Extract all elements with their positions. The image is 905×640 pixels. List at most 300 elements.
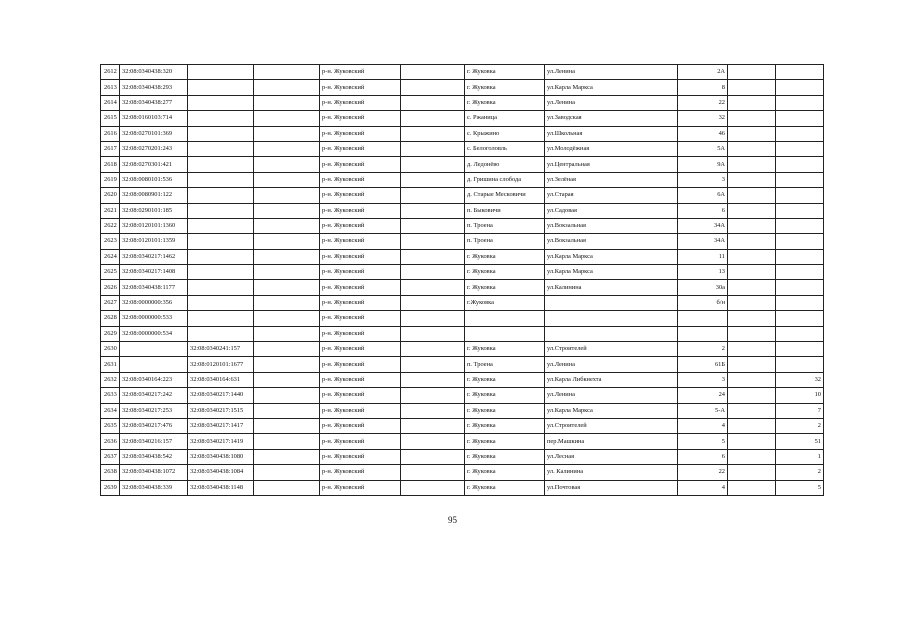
linked-cadastral-cell	[188, 203, 254, 218]
district-cell: р-н. Жуковский	[320, 357, 401, 372]
record-number-cell: 2628	[101, 311, 120, 326]
empty-cell	[254, 295, 320, 310]
table-row	[101, 188, 824, 203]
cadastral-number-cell: 32:08:0000000:533	[120, 311, 188, 326]
street-cell: ул.Ленина	[545, 357, 678, 372]
unit-number-cell: 51	[776, 434, 824, 449]
house-number-cell: 32	[678, 111, 728, 126]
empty-cell	[401, 126, 465, 141]
unit-number-cell	[776, 65, 824, 80]
district-cell: р-н. Жуковский	[320, 65, 401, 80]
linked-cadastral-cell	[188, 157, 254, 172]
record-number-cell: 2629	[101, 326, 120, 341]
empty-cell	[728, 388, 776, 403]
table-row	[101, 326, 824, 341]
street-cell: ул.Зелёная	[545, 172, 678, 187]
empty-cell	[728, 126, 776, 141]
cadastral-number-cell	[120, 357, 188, 372]
empty-cell	[401, 249, 465, 264]
unit-number-cell	[776, 234, 824, 249]
record-number-cell: 2623	[101, 234, 120, 249]
table-row	[101, 265, 824, 280]
locality-cell: с. Белоголовль	[465, 141, 545, 156]
table-row	[101, 111, 824, 126]
empty-cell	[728, 65, 776, 80]
empty-cell	[254, 449, 320, 464]
cadastral-number-cell: 32:08:0340438:277	[120, 95, 188, 110]
cadastral-number-cell: 32:08:0000000:356	[120, 295, 188, 310]
record-number-cell: 2632	[101, 372, 120, 387]
street-cell: пер.Машкина	[545, 434, 678, 449]
house-number-cell: 24	[678, 388, 728, 403]
unit-number-cell: 32	[776, 372, 824, 387]
table-row	[101, 434, 824, 449]
table-row	[101, 372, 824, 387]
record-number-cell: 2636	[101, 434, 120, 449]
table-row	[101, 311, 824, 326]
linked-cadastral-cell: 32:08:0340438:1148	[188, 480, 254, 495]
district-cell: р-н. Жуковский	[320, 265, 401, 280]
table-row	[101, 157, 824, 172]
locality-cell: г.Жуковка	[465, 295, 545, 310]
district-cell: р-н. Жуковский	[320, 326, 401, 341]
empty-cell	[254, 342, 320, 357]
street-cell: ул.Ленина	[545, 388, 678, 403]
record-number-cell: 2612	[101, 65, 120, 80]
street-cell	[545, 326, 678, 341]
record-number-cell: 2617	[101, 141, 120, 156]
empty-cell	[728, 465, 776, 480]
empty-cell	[254, 218, 320, 233]
street-cell: ул.Калинина	[545, 280, 678, 295]
linked-cadastral-cell	[188, 80, 254, 95]
locality-cell: г. Жуковка	[465, 280, 545, 295]
district-cell: р-н. Жуковский	[320, 295, 401, 310]
linked-cadastral-cell	[188, 234, 254, 249]
district-cell: р-н. Жуковский	[320, 157, 401, 172]
house-number-cell: 8	[678, 80, 728, 95]
street-cell: ул.Карла Маркса	[545, 265, 678, 280]
unit-number-cell	[776, 357, 824, 372]
empty-cell	[728, 265, 776, 280]
empty-cell	[254, 188, 320, 203]
unit-number-cell	[776, 111, 824, 126]
cadastral-number-cell: 32:08:0120101:1359	[120, 234, 188, 249]
empty-cell	[728, 95, 776, 110]
district-cell: р-н. Жуковский	[320, 480, 401, 495]
empty-cell	[254, 141, 320, 156]
house-number-cell	[678, 326, 728, 341]
unit-number-cell	[776, 265, 824, 280]
empty-cell	[728, 434, 776, 449]
district-cell: р-н. Жуковский	[320, 188, 401, 203]
empty-cell	[254, 157, 320, 172]
district-cell: р-н. Жуковский	[320, 388, 401, 403]
unit-number-cell	[776, 188, 824, 203]
empty-cell	[401, 326, 465, 341]
empty-cell	[728, 80, 776, 95]
linked-cadastral-cell	[188, 65, 254, 80]
house-number-cell: 6	[678, 203, 728, 218]
unit-number-cell	[776, 326, 824, 341]
street-cell: ул.Ленина	[545, 65, 678, 80]
empty-cell	[401, 403, 465, 418]
empty-cell	[254, 234, 320, 249]
district-cell: р-н. Жуковский	[320, 311, 401, 326]
house-number-cell: 61Б	[678, 357, 728, 372]
empty-cell	[728, 342, 776, 357]
empty-cell	[254, 95, 320, 110]
empty-cell	[254, 80, 320, 95]
unit-number-cell	[776, 249, 824, 264]
cadastral-number-cell: 32:08:0340438:293	[120, 80, 188, 95]
linked-cadastral-cell: 32:08:0340164:631	[188, 372, 254, 387]
street-cell: ул.Школьная	[545, 126, 678, 141]
cadastral-number-cell: 32:08:0340438:542	[120, 449, 188, 464]
empty-cell	[401, 311, 465, 326]
locality-cell: г. Жуковка	[465, 80, 545, 95]
house-number-cell: 22	[678, 465, 728, 480]
street-cell: ул.Вокзальная	[545, 234, 678, 249]
empty-cell	[254, 172, 320, 187]
empty-cell	[401, 342, 465, 357]
cadastral-number-cell	[120, 342, 188, 357]
empty-cell	[728, 218, 776, 233]
table-row	[101, 126, 824, 141]
empty-cell	[401, 372, 465, 387]
district-cell: р-н. Жуковский	[320, 218, 401, 233]
locality-cell: п. Троена	[465, 357, 545, 372]
district-cell: р-н. Жуковский	[320, 403, 401, 418]
empty-cell	[728, 234, 776, 249]
unit-number-cell: 7	[776, 403, 824, 418]
district-cell: р-н. Жуковский	[320, 249, 401, 264]
table-row	[101, 65, 824, 80]
unit-number-cell	[776, 95, 824, 110]
empty-cell	[254, 388, 320, 403]
district-cell: р-н. Жуковский	[320, 280, 401, 295]
table-row	[101, 172, 824, 187]
linked-cadastral-cell: 32:08:0340241:157	[188, 342, 254, 357]
cadastral-number-cell: 32:08:0160103:714	[120, 111, 188, 126]
street-cell: ул.Молодёжная	[545, 141, 678, 156]
empty-cell	[254, 372, 320, 387]
district-cell: р-н. Жуковский	[320, 434, 401, 449]
empty-cell	[401, 388, 465, 403]
empty-cell	[401, 234, 465, 249]
district-cell: р-н. Жуковский	[320, 172, 401, 187]
street-cell: ул.Ленина	[545, 95, 678, 110]
district-cell: р-н. Жуковский	[320, 449, 401, 464]
locality-cell: д. Гришина слобода	[465, 172, 545, 187]
record-number-cell: 2631	[101, 357, 120, 372]
cadastral-number-cell: 32:08:0340438:1177	[120, 280, 188, 295]
register-table	[100, 64, 824, 496]
empty-cell	[254, 465, 320, 480]
locality-cell	[465, 311, 545, 326]
street-cell: ул.Строителей	[545, 342, 678, 357]
empty-cell	[401, 141, 465, 156]
table-row	[101, 80, 824, 95]
street-cell: ул. Калинина	[545, 465, 678, 480]
table-row	[101, 449, 824, 464]
cadastral-number-cell: 32:08:0340438:1072	[120, 465, 188, 480]
cadastral-number-cell: 32:08:0340217:476	[120, 418, 188, 433]
house-number-cell: 34А	[678, 218, 728, 233]
street-cell: ул.Лесная	[545, 449, 678, 464]
empty-cell	[728, 295, 776, 310]
linked-cadastral-cell	[188, 265, 254, 280]
district-cell: р-н. Жуковский	[320, 465, 401, 480]
street-cell: ул.Карла Маркса	[545, 249, 678, 264]
empty-cell	[254, 249, 320, 264]
linked-cadastral-cell	[188, 188, 254, 203]
locality-cell: г. Жуковка	[465, 372, 545, 387]
unit-number-cell: 1	[776, 449, 824, 464]
record-number-cell: 2613	[101, 80, 120, 95]
empty-cell	[401, 95, 465, 110]
linked-cadastral-cell	[188, 126, 254, 141]
unit-number-cell: 2	[776, 465, 824, 480]
table-row	[101, 418, 824, 433]
locality-cell: д. Старые Месковичи	[465, 188, 545, 203]
unit-number-cell	[776, 342, 824, 357]
record-number-cell: 2638	[101, 465, 120, 480]
empty-cell	[401, 203, 465, 218]
empty-cell	[728, 311, 776, 326]
house-number-cell: 13	[678, 265, 728, 280]
house-number-cell: 5-А	[678, 403, 728, 418]
street-cell: ул.Карла Либкнехта	[545, 372, 678, 387]
record-number-cell: 2621	[101, 203, 120, 218]
empty-cell	[254, 265, 320, 280]
cadastral-number-cell: 32:08:0340217:242	[120, 388, 188, 403]
cadastral-number-cell: 32:08:0270101:369	[120, 126, 188, 141]
unit-number-cell: 2	[776, 418, 824, 433]
house-number-cell: 11	[678, 249, 728, 264]
table-row	[101, 95, 824, 110]
unit-number-cell	[776, 141, 824, 156]
locality-cell: г. Жуковка	[465, 65, 545, 80]
empty-cell	[728, 480, 776, 495]
empty-cell	[254, 65, 320, 80]
house-number-cell: 6	[678, 449, 728, 464]
record-number-cell: 2624	[101, 249, 120, 264]
table-row	[101, 203, 824, 218]
locality-cell: г. Жуковка	[465, 265, 545, 280]
unit-number-cell	[776, 157, 824, 172]
empty-cell	[401, 449, 465, 464]
district-cell: р-н. Жуковский	[320, 95, 401, 110]
house-number-cell	[678, 311, 728, 326]
unit-number-cell: 5	[776, 480, 824, 495]
record-number-cell: 2626	[101, 280, 120, 295]
table-row	[101, 218, 824, 233]
empty-cell	[401, 280, 465, 295]
linked-cadastral-cell	[188, 141, 254, 156]
district-cell: р-н. Жуковский	[320, 203, 401, 218]
street-cell	[545, 295, 678, 310]
house-number-cell: 30а	[678, 280, 728, 295]
empty-cell	[254, 480, 320, 495]
empty-cell	[728, 357, 776, 372]
empty-cell	[401, 218, 465, 233]
house-number-cell: 6А	[678, 188, 728, 203]
empty-cell	[401, 465, 465, 480]
district-cell: р-н. Жуковский	[320, 418, 401, 433]
street-cell: ул.Строителей	[545, 418, 678, 433]
empty-cell	[401, 188, 465, 203]
cadastral-number-cell: 32:08:0270301:421	[120, 157, 188, 172]
cadastral-number-cell: 32:08:0340217:1408	[120, 265, 188, 280]
cadastral-number-cell: 32:08:0270201:243	[120, 141, 188, 156]
empty-cell	[728, 203, 776, 218]
empty-cell	[254, 326, 320, 341]
record-number-cell: 2627	[101, 295, 120, 310]
unit-number-cell	[776, 280, 824, 295]
linked-cadastral-cell: 32:08:0340217:1417	[188, 418, 254, 433]
locality-cell: г. Жуковка	[465, 249, 545, 264]
house-number-cell: 34А	[678, 234, 728, 249]
street-cell	[545, 311, 678, 326]
cadastral-number-cell: 32:08:0340216:157	[120, 434, 188, 449]
locality-cell: г. Жуковка	[465, 388, 545, 403]
linked-cadastral-cell	[188, 280, 254, 295]
locality-cell: г. Жуковка	[465, 465, 545, 480]
empty-cell	[254, 311, 320, 326]
unit-number-cell	[776, 80, 824, 95]
district-cell: р-н. Жуковский	[320, 126, 401, 141]
linked-cadastral-cell: 32:08:0340438:1084	[188, 465, 254, 480]
linked-cadastral-cell	[188, 249, 254, 264]
table-row	[101, 234, 824, 249]
linked-cadastral-cell	[188, 311, 254, 326]
unit-number-cell	[776, 295, 824, 310]
empty-cell	[401, 265, 465, 280]
table-row	[101, 403, 824, 418]
empty-cell	[728, 326, 776, 341]
empty-cell	[401, 157, 465, 172]
cadastral-number-cell: 32:08:0080101:536	[120, 172, 188, 187]
empty-cell	[728, 172, 776, 187]
linked-cadastral-cell	[188, 172, 254, 187]
table-row	[101, 388, 824, 403]
empty-cell	[254, 111, 320, 126]
empty-cell	[254, 434, 320, 449]
record-number-cell: 2635	[101, 418, 120, 433]
house-number-cell: 4	[678, 480, 728, 495]
record-number-cell: 2637	[101, 449, 120, 464]
locality-cell: д. Ледонёво	[465, 157, 545, 172]
empty-cell	[728, 372, 776, 387]
cadastral-number-cell: 32:08:0290101:185	[120, 203, 188, 218]
record-number-cell: 2615	[101, 111, 120, 126]
empty-cell	[728, 280, 776, 295]
district-cell: р-н. Жуковский	[320, 234, 401, 249]
locality-cell: г. Жуковка	[465, 342, 545, 357]
table-body	[101, 65, 824, 496]
unit-number-cell	[776, 126, 824, 141]
street-cell: ул.Старая	[545, 188, 678, 203]
empty-cell	[401, 480, 465, 495]
table-row	[101, 357, 824, 372]
record-number-cell: 2614	[101, 95, 120, 110]
empty-cell	[401, 65, 465, 80]
table-row	[101, 295, 824, 310]
empty-cell	[728, 403, 776, 418]
table-row	[101, 141, 824, 156]
unit-number-cell	[776, 311, 824, 326]
empty-cell	[254, 203, 320, 218]
cadastral-number-cell: 32:08:0000000:534	[120, 326, 188, 341]
street-cell: ул.Карла Маркса	[545, 403, 678, 418]
unit-number-cell	[776, 218, 824, 233]
linked-cadastral-cell: 32:08:0340438:1080	[188, 449, 254, 464]
table-row	[101, 342, 824, 357]
record-number-cell: 2630	[101, 342, 120, 357]
locality-cell: г. Жуковка	[465, 418, 545, 433]
locality-cell: п. Троена	[465, 234, 545, 249]
record-number-cell: 2625	[101, 265, 120, 280]
empty-cell	[728, 249, 776, 264]
street-cell: ул.Центральная	[545, 157, 678, 172]
district-cell: р-н. Жуковский	[320, 111, 401, 126]
linked-cadastral-cell: 32:08:0340217:1419	[188, 434, 254, 449]
cadastral-number-cell: 32:08:0340164:223	[120, 372, 188, 387]
empty-cell	[254, 403, 320, 418]
street-cell: ул.Заводская	[545, 111, 678, 126]
locality-cell: п. Быковичи	[465, 203, 545, 218]
empty-cell	[728, 111, 776, 126]
house-number-cell: 5	[678, 434, 728, 449]
cadastral-number-cell: 32:08:0120101:1360	[120, 218, 188, 233]
house-number-cell: 4	[678, 418, 728, 433]
house-number-cell: 22	[678, 95, 728, 110]
locality-cell: г. Жуковка	[465, 403, 545, 418]
empty-cell	[254, 126, 320, 141]
empty-cell	[254, 280, 320, 295]
locality-cell: г. Жуковка	[465, 449, 545, 464]
house-number-cell: 2А	[678, 65, 728, 80]
house-number-cell: 2	[678, 342, 728, 357]
empty-cell	[728, 188, 776, 203]
street-cell: ул.Вокзальная	[545, 218, 678, 233]
locality-cell: г. Жуковка	[465, 480, 545, 495]
locality-cell: с. Крыжино	[465, 126, 545, 141]
record-number-cell: 2633	[101, 388, 120, 403]
empty-cell	[401, 357, 465, 372]
record-number-cell: 2622	[101, 218, 120, 233]
table-row	[101, 280, 824, 295]
empty-cell	[401, 111, 465, 126]
empty-cell	[728, 418, 776, 433]
record-number-cell: 2639	[101, 480, 120, 495]
linked-cadastral-cell: 32:08:0120101:1677	[188, 357, 254, 372]
cadastral-number-cell: 32:08:0080901:122	[120, 188, 188, 203]
linked-cadastral-cell	[188, 295, 254, 310]
table-row	[101, 465, 824, 480]
unit-number-cell: 10	[776, 388, 824, 403]
linked-cadastral-cell	[188, 218, 254, 233]
cadastral-number-cell: 32:08:0340217:253	[120, 403, 188, 418]
linked-cadastral-cell: 32:08:0340217:1515	[188, 403, 254, 418]
linked-cadastral-cell	[188, 111, 254, 126]
street-cell: ул.Карла Маркса	[545, 80, 678, 95]
district-cell: р-н. Жуковский	[320, 80, 401, 95]
street-cell: ул.Почтовая	[545, 480, 678, 495]
page-number: 95	[448, 515, 457, 525]
record-number-cell: 2616	[101, 126, 120, 141]
